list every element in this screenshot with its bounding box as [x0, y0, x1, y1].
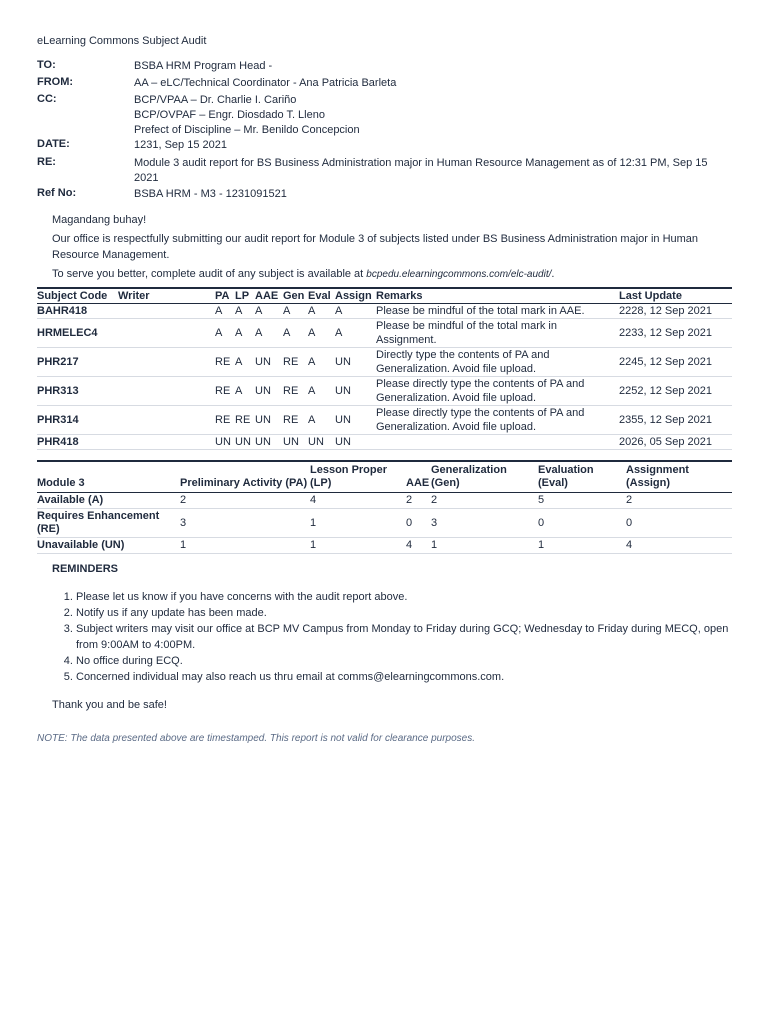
header-cc: [37, 93, 732, 138]
serve-paragraph: To serve you better, complete audit of any subject is available at bcpedu.elearningcommons.com/elc-audit/.: [52, 268, 555, 280]
reminders-heading: REMINDERS: [52, 563, 119, 575]
table-row: BAHR418 A A A A A A Please be mindful of the total mark in AAE. 2228, 12 Sep 2021: [37, 304, 732, 319]
header-label: CC:: [37, 93, 57, 105]
header-label: TO:: [37, 59, 56, 71]
header-re: [37, 156, 732, 186]
audit-table: [37, 287, 732, 450]
table-row: PHR313 RE A UN RE A UN Please directly type the contents of PA and Generalization. Avoid file upload. 2252, 12 Sep 2021: [37, 377, 732, 406]
closing-text: Thank you and be safe!: [52, 699, 167, 711]
table-row: Unavailable (UN) 1 1 4 1 1 4: [37, 538, 732, 554]
header-from: [37, 76, 732, 91]
header-label: DATE:: [37, 138, 70, 150]
document-title: eLearning Commons Subject Audit: [37, 35, 207, 47]
header-value: 1231, Sep 15 2021: [134, 139, 227, 151]
intro-paragraph: Our office is respectfully submitting our audit report for Module 3 of subjects listed under BS Business Administration major in Human Resource Management.: [52, 233, 699, 261]
table-row: Available (A) 2 4 2 2 5 2: [37, 493, 732, 509]
table-row: PHR314 RE RE UN RE A UN Please directly type the contents of PA and Generalization. Avoid file upload. 2355, 12 Sep 2021: [37, 406, 732, 435]
header-value: BSBA HRM - M3 - 1231091521: [134, 188, 287, 200]
header-to: [37, 59, 732, 74]
summary-table: [37, 460, 732, 554]
footnote: NOTE: The data presented above are timestamped. This report is not valid for clearance purposes.: [37, 733, 475, 744]
header-value: BCP/VPAA – Dr. Charlie I. Cariño BCP/OVPAF – Engr. Diosdado T. Lleno Prefect of Discipline – Mr. Benildo Concepcion: [134, 94, 360, 136]
header-value: BSBA HRM Program Head -: [134, 60, 273, 72]
reminders-list: [76, 589, 732, 685]
header-value: AA – eLC/Technical Coordinator - Ana Patricia Barleta: [134, 77, 397, 89]
list-item: 3. Subject writers may visit our office at BCP MV Campus from Monday to Friday during GCQ; Wednesday to Friday during MECQ, open from 9:00AM to 4:00PM.: [76, 621, 732, 653]
table-row: PHR217 RE A UN RE A UN Directly type the contents of PA and Generalization. Avoid file upload. 2245, 12 Sep 2021: [37, 348, 732, 377]
table-header-row: Subject Code Writer PA LP AAE Gen Eval Assign Remarks Last Update: [37, 288, 732, 304]
table-header-row: Module 3 Preliminary Activity (PA) Lesson Proper (LP) AAE Generalization (Gen) Evaluation (Eval) Assignment (Assign): [37, 461, 732, 493]
header-label: Ref No:: [37, 187, 77, 199]
list-item: 4. No office during ECQ.: [76, 653, 732, 669]
table-row: HRMELEC4 A A A A A A Please be mindful of the total mark in Assignment. 2233, 12 Sep 2021: [37, 319, 732, 348]
table-row: Requires Enhancement (RE) 3 1 0 3 0 0: [37, 509, 732, 538]
list-item: 2. Notify us if any update has been made.: [76, 605, 732, 621]
table-row: PHR418 UN UN UN UN UN UN 2026, 05 Sep 2021: [37, 435, 732, 450]
header-ref-no: [37, 187, 732, 202]
greeting: Magandang buhay!: [52, 214, 147, 226]
header-label: RE:: [37, 156, 56, 168]
header-value: Module 3 audit report for BS Business Administration major in Human Resource Management as of 12:31 PM, Sep 15 2021: [134, 157, 708, 184]
list-item: 5. Concerned individual may also reach us thru email at comms@elearningcommons.com.: [76, 669, 732, 685]
header-label: FROM:: [37, 76, 74, 88]
list-item: 1. Please let us know if you have concerns with the audit report above.: [76, 589, 732, 605]
header-date: [37, 138, 732, 153]
audit-link[interactable]: bcpedu.elearningcommons.com/elc-audit/: [366, 269, 552, 280]
